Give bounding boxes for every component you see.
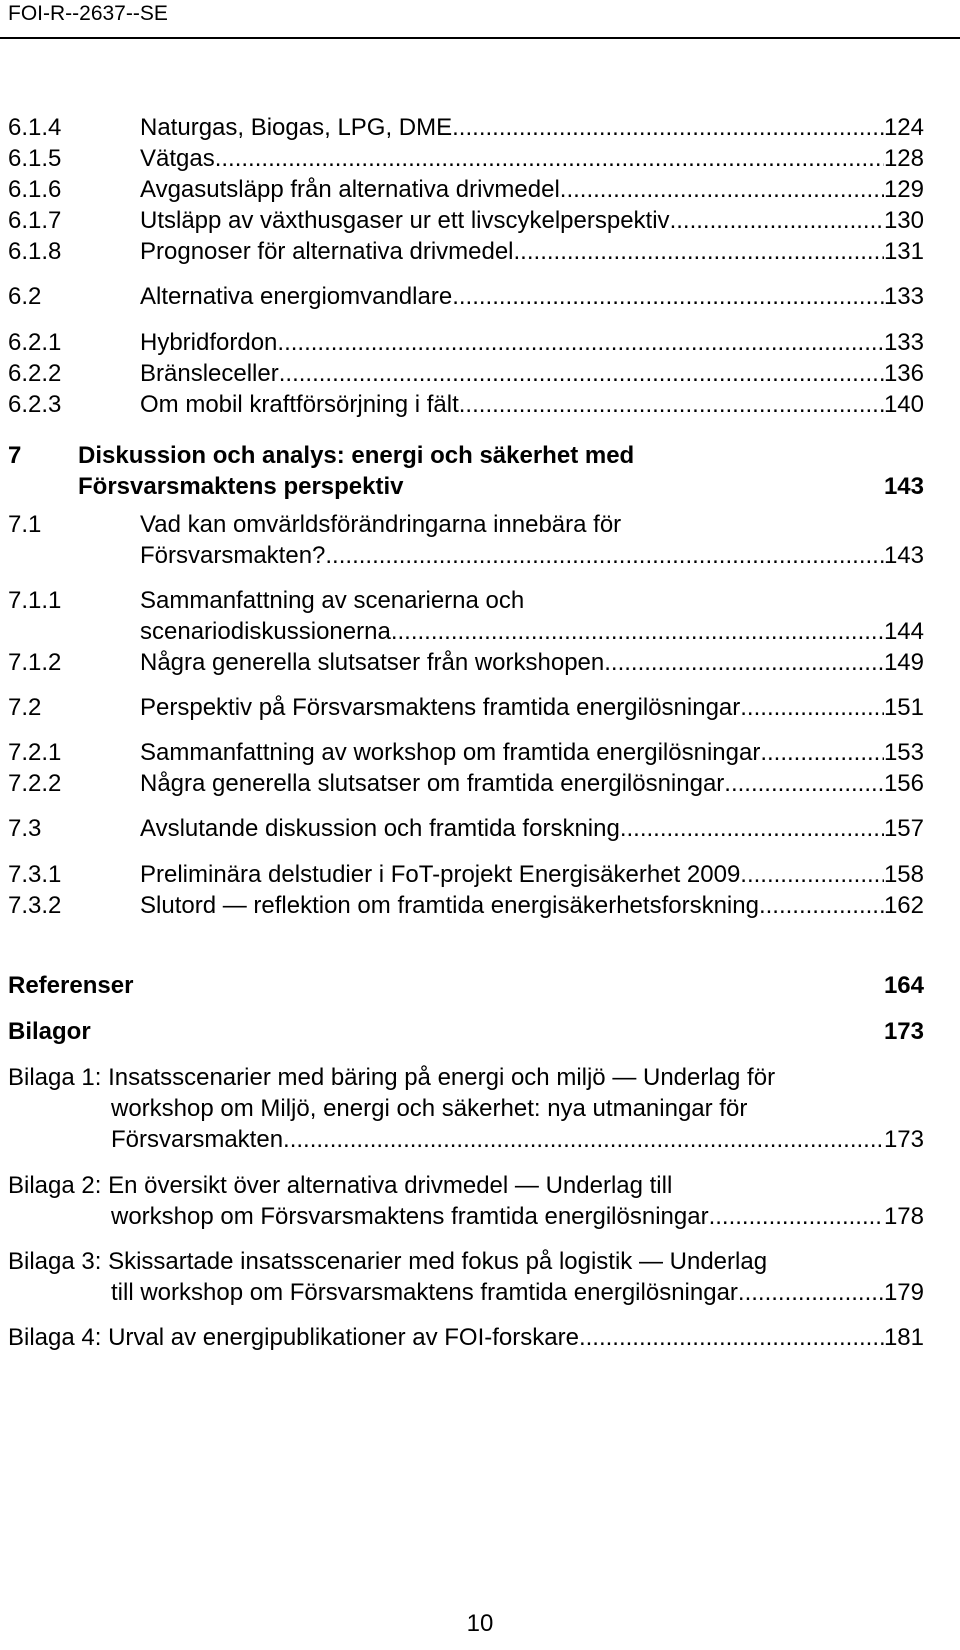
- toc-title: Försvarsmakten?: [140, 542, 326, 569]
- toc-title-line: Bilaga 1: Insatsscenarier med bäring på energi och miljö — Underlag för: [8, 1064, 776, 1091]
- toc-title-line: Sammanfattning av scenarierna och: [140, 587, 525, 614]
- toc-title-line: Vad kan omvärldsförändringarna innebära för: [140, 511, 622, 538]
- toc-title: Sammanfattning av workshop om framtida energilösningar: [140, 739, 761, 766]
- toc-title: Bränsleceller: [140, 360, 279, 387]
- toc-title: Perspektiv på Försvarsmaktens framtida energilösningar: [140, 694, 741, 721]
- page-number: 10: [466, 1610, 494, 1637]
- leader-dots: [709, 1201, 884, 1232]
- leader-dots: [620, 813, 884, 844]
- toc-title: Bilaga 4: Urval av energipublikationer av FOI-forskare: [8, 1324, 579, 1351]
- toc-page: 173: [883, 1126, 924, 1153]
- leader-dots: [759, 890, 884, 921]
- toc-title-line: workshop om Miljö, energi och säkerhet: nya utmaningar för: [111, 1095, 748, 1122]
- leader-dots: [391, 616, 884, 647]
- toc-title: Preliminära delstudier i FoT-projekt Energisäkerhet 2009: [140, 861, 741, 888]
- leader-dots: [760, 737, 884, 768]
- leader-dots: [560, 174, 884, 205]
- toc-page: 130: [883, 207, 924, 234]
- toc-title: Hybridfordon: [140, 329, 278, 356]
- toc-number: 7.3.1: [8, 861, 62, 888]
- leader-dots: [740, 692, 884, 723]
- leader-dots: [452, 281, 884, 312]
- toc-title: Bilagor: [8, 1018, 91, 1045]
- toc-number: 6.2.1: [8, 329, 62, 356]
- toc-appendix[interactable]: [8, 1062, 924, 1155]
- toc-number: 6.1.8: [8, 238, 62, 265]
- toc-page: 143: [883, 542, 924, 569]
- toc-page: 143: [883, 473, 924, 500]
- leader-dots: [740, 859, 884, 890]
- toc-title: Slutord — reflektion om framtida energisäkerhetsforskning: [140, 892, 759, 919]
- toc-page: 157: [883, 815, 924, 842]
- toc-number: 7.2.2: [8, 770, 62, 797]
- toc-title: Referenser: [8, 972, 134, 999]
- leader-dots: [604, 647, 884, 678]
- toc-entry[interactable]: [8, 585, 924, 647]
- toc-page: 149: [883, 649, 924, 676]
- toc-title: Prognoser för alternativa drivmedel: [140, 238, 514, 265]
- toc-page: 140: [883, 391, 924, 418]
- leader-dots: [670, 205, 884, 236]
- leader-dots: [277, 327, 884, 358]
- toc-page: 156: [883, 770, 924, 797]
- toc-appendix[interactable]: [8, 1170, 924, 1232]
- toc-number: 6.2.2: [8, 360, 62, 387]
- leader-dots: [459, 389, 884, 420]
- leader-dots: [279, 358, 884, 389]
- toc-entry[interactable]: [8, 509, 924, 571]
- toc-title: Om mobil kraftförsörjning i fält: [140, 391, 459, 418]
- toc-number: 7.1: [8, 511, 42, 538]
- toc-page: 153: [883, 739, 924, 766]
- toc-page: 124: [883, 114, 924, 141]
- toc-title: Vätgas: [140, 145, 215, 172]
- toc-number: 6.1.4: [8, 114, 62, 141]
- toc-page: 178: [883, 1203, 924, 1230]
- toc-title: Några generella slutsatser från workshopen: [140, 649, 605, 676]
- toc-title: Avslutande diskussion och framtida forskning: [140, 815, 620, 842]
- toc-chapter[interactable]: [8, 440, 924, 502]
- leader-dots: [724, 768, 884, 799]
- toc-title: Försvarsmakten: [111, 1126, 284, 1153]
- toc-number: 7.3.2: [8, 892, 62, 919]
- toc-title: scenariodiskussionerna: [140, 618, 391, 645]
- toc-title-line: Bilaga 3: Skissartade insatsscenarier med fokus på logistik — Underlag: [8, 1248, 768, 1275]
- toc-title: Utsläpp av växthusgaser ur ett livscykelperspektiv: [140, 207, 670, 234]
- toc-number: 6.1.7: [8, 207, 62, 234]
- toc-page: 164: [883, 972, 924, 999]
- toc-page: 129: [883, 176, 924, 203]
- toc-appendix[interactable]: [8, 1246, 924, 1308]
- toc-number: 7.3: [8, 815, 42, 842]
- toc-page: 133: [883, 329, 924, 356]
- toc-page: 158: [883, 861, 924, 888]
- leader-dots: [325, 540, 884, 571]
- toc-title: till workshop om Försvarsmaktens framtida energilösningar: [111, 1279, 738, 1306]
- toc-number: 7.2.1: [8, 739, 62, 766]
- header-rule: [0, 37, 960, 39]
- toc-number: 7.2: [8, 694, 42, 721]
- toc-page: 144: [883, 618, 924, 645]
- toc-page: 181: [883, 1324, 924, 1351]
- leader-dots: [215, 143, 884, 174]
- toc-number: 7.1.2: [8, 649, 62, 676]
- leader-dots: [283, 1124, 884, 1155]
- toc-title: Avgasutsläpp från alternativa drivmedel: [140, 176, 560, 203]
- toc-title-line: Diskussion och analys: energi och säkerhet med: [78, 442, 635, 469]
- toc-title: Alternativa energiomvandlare: [140, 283, 453, 310]
- toc-number: 6.1.5: [8, 145, 62, 172]
- toc-number: 6.2: [8, 283, 42, 310]
- toc-page: 128: [883, 145, 924, 172]
- toc-page: 179: [883, 1279, 924, 1306]
- toc-page: 133: [883, 283, 924, 310]
- toc-number: 7.1.1: [8, 587, 62, 614]
- toc-page: 173: [883, 1018, 924, 1045]
- toc-title: Försvarsmaktens perspektiv: [78, 473, 404, 500]
- toc-number: 7: [8, 442, 22, 469]
- toc-title: workshop om Försvarsmaktens framtida energilösningar: [111, 1203, 709, 1230]
- leader-dots: [514, 236, 884, 267]
- toc-title: Några generella slutsatser om framtida energilösningar: [140, 770, 725, 797]
- toc-page: 151: [883, 694, 924, 721]
- toc-number: 6.2.3: [8, 391, 62, 418]
- leader-dots: [738, 1277, 884, 1308]
- document-id: FOI-R--2637--SE: [8, 2, 168, 25]
- leader-dots: [579, 1322, 884, 1353]
- toc-page: 136: [883, 360, 924, 387]
- toc-title-line: Bilaga 2: En översikt över alternativa drivmedel — Underlag till: [8, 1172, 673, 1199]
- leader-dots: [452, 112, 884, 143]
- toc-title: Naturgas, Biogas, LPG, DME: [140, 114, 453, 141]
- toc-number: 6.1.6: [8, 176, 62, 203]
- toc-page: 162: [883, 892, 924, 919]
- toc-page: 131: [883, 238, 924, 265]
